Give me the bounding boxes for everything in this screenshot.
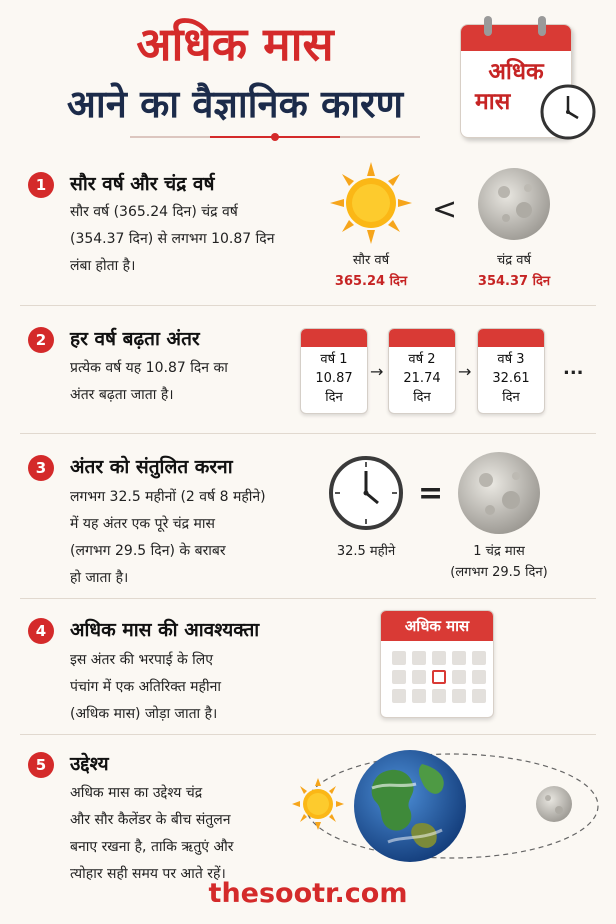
section-4-body-line: (अधिक मास) जोड़ा जाता है। — [70, 706, 218, 722]
title-divider — [130, 131, 420, 143]
section-3-title: अंतर को संतुलित करना — [70, 456, 233, 478]
section-5-body-line: त्योहार सही समय पर आते रहें। — [70, 866, 226, 882]
adhik-maas-calendar-header: अधिक मास — [381, 611, 493, 641]
lunar-month-label: 1 चंद्र मास — [473, 544, 525, 559]
sun-icon — [330, 162, 412, 244]
calendar-grid — [381, 641, 493, 703]
section-5-title: उद्देश्य — [70, 753, 109, 775]
section-2-title: हर वर्ष बढ़ता अंतर — [70, 328, 200, 350]
lunar-month-days: (लगभग 29.5 दिन) — [450, 565, 548, 580]
section-3-body-line: हो जाता है। — [70, 570, 129, 586]
section-3-body — [70, 484, 330, 592]
hero-calendar-label-1: अधिक — [488, 59, 544, 85]
lunar-year-value: 354.37 दिन — [477, 274, 551, 289]
section-2-body-line: अंतर बढ़ता जाता है। — [70, 387, 174, 403]
section-5-body-line: और सौर कैलेंडर के बीच संतुलन — [70, 812, 231, 828]
section-3-number: 3 — [28, 455, 54, 481]
section-3-body-line: लगभग 32.5 महीनों (2 वर्ष 8 महीने) — [70, 489, 266, 505]
section-1-body-line: (354.37 दिन) से लगभग 10.87 दिन — [70, 231, 275, 247]
section-5-number: 5 — [28, 752, 54, 778]
months-label: 32.5 महीने — [336, 544, 396, 559]
footer-site: thesootr.com — [208, 878, 408, 909]
year-1-value: 10.87 — [315, 371, 353, 386]
title-line-2: आने का वैज्ञानिक कारण — [66, 82, 404, 126]
section-4-number: 4 — [28, 618, 54, 644]
year-3-value: 32.61 — [492, 371, 530, 386]
section-4-body — [70, 647, 330, 728]
earth-icon — [354, 750, 466, 862]
section-4-body-line: पंचांग में एक अतिरिक्त महीना — [70, 679, 221, 695]
adhik-maas-calendar — [380, 610, 494, 718]
year-1-calendar — [300, 328, 368, 414]
year-2-calendar — [388, 328, 456, 414]
section-4-title: अधिक मास की आवश्यक्ता — [70, 619, 260, 641]
section-2-body — [70, 355, 290, 409]
section-divider — [20, 598, 596, 599]
section-1-number: 1 — [28, 172, 54, 198]
section-1-title: सौर वर्ष और चंद्र वर्ष — [70, 173, 215, 195]
year-3-unit: दिन — [502, 390, 520, 405]
less-than-symbol: < — [432, 192, 458, 227]
year-1-label: वर्ष 1 — [320, 352, 348, 367]
section-1-body-line: लंबा होता है। — [70, 258, 136, 274]
moon-icon — [536, 786, 572, 822]
lunar-year-label: चंद्र वर्ष — [496, 253, 532, 268]
section-2-number: 2 — [28, 327, 54, 353]
sun-icon — [292, 778, 344, 830]
year-1-unit: दिन — [325, 390, 343, 405]
section-5-body-line: बनाए रखना है, ताकि ऋतुएं और — [70, 839, 234, 855]
section-1-body — [70, 199, 330, 280]
hero-calendar-label-2: मास — [475, 89, 511, 115]
moon-icon — [476, 166, 552, 242]
title-line-1: अधिक मास — [136, 17, 334, 71]
section-1-body-line: सौर वर्ष (365.24 दिन) चंद्र वर्ष — [70, 204, 238, 220]
earth-orbit-illustration — [292, 748, 602, 866]
hero-clock-icon — [540, 84, 596, 140]
section-divider — [20, 433, 596, 434]
section-5-body-line: अधिक मास का उद्देश्य चंद्र — [70, 785, 203, 801]
arrow-icon: → — [370, 362, 384, 381]
clock-icon — [328, 455, 404, 531]
year-3-label: वर्ष 3 — [497, 352, 525, 367]
arrow-icon: → — [458, 362, 472, 381]
year-2-unit: दिन — [413, 390, 431, 405]
solar-year-value: 365.24 दिन — [334, 274, 408, 289]
solar-year-label: सौर वर्ष — [352, 253, 390, 268]
section-5-body — [70, 780, 300, 888]
section-divider — [20, 305, 596, 306]
hero-calendar-icon — [456, 10, 606, 140]
section-2-body-line: प्रत्येक वर्ष यह 10.87 दिन का — [70, 360, 228, 376]
section-divider — [20, 734, 596, 735]
moon-icon — [456, 450, 542, 536]
section-3-body-line: (लगभग 29.5 दिन) के बराबर — [70, 543, 226, 559]
section-4-body-line: इस अंतर की भरपाई के लिए — [70, 652, 214, 668]
year-2-label: वर्ष 2 — [408, 352, 436, 367]
section-3-body-line: में यह अंतर एक पूरे चंद्र मास — [70, 516, 215, 532]
ellipsis: ... — [563, 358, 584, 379]
equals-symbol: = — [418, 476, 444, 511]
year-2-value: 21.74 — [403, 371, 441, 386]
year-3-calendar — [477, 328, 545, 414]
